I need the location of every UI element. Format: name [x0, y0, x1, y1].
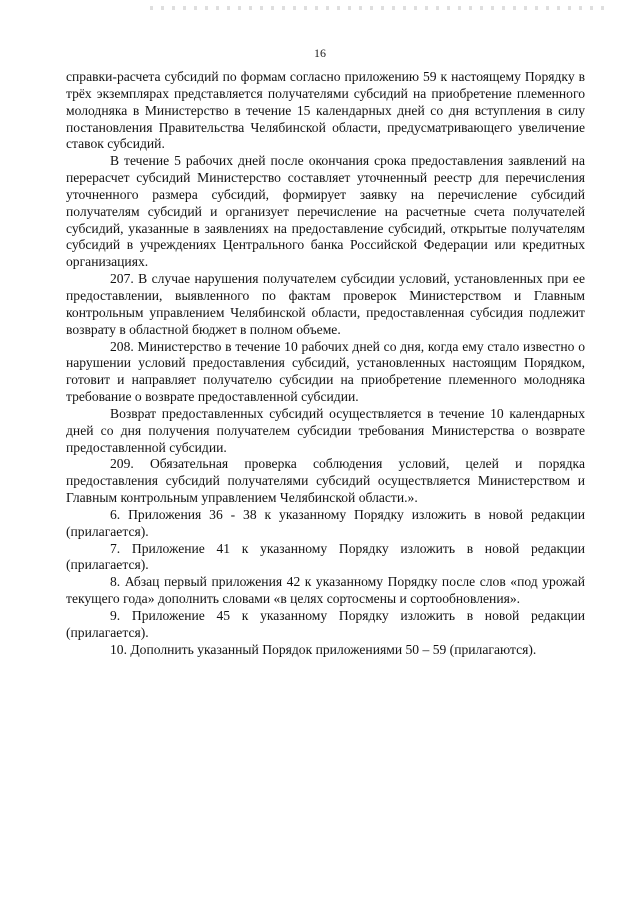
paragraph-item-9: 9. Приложение 45 к указанному Порядку изложить в новой редакции (прилагается).: [66, 608, 585, 640]
paragraph-item-6: 6. Приложения 36 - 38 к указанному Порядку изложить в новой редакции (прилагается).: [66, 506, 585, 539]
paragraph-refund: Возврат предоставленных субсидий осуществляется в течение 10 календарных дней со дня получения получателем субсидии требования Министерства о возврате предоставленной субсидии.: [66, 405, 585, 455]
paragraph-recalculation: В течение 5 рабочих дней после окончания срока предоставления заявлений на перерасчет субсидий Министерство составляет уточненный реестр для перечисления уточненного размера субсидий, формирует заявку на перечисление субсидий получателям субсидий и организует перечисление на расчетные счета получателей субсидий, указанные в заявлениях на предоставление субсидий, открытые получателям субсидий в учреждениях Центрального банка Российской Федерации или кредитных организациях.: [66, 153, 585, 270]
paragraph-item-10: 10. Дополнить указанный Порядок приложениями 50 – 59 (прилагаются).: [110, 641, 537, 657]
paragraph-209: 209. Обязательная проверка соблюдения условий, целей и порядка предоставления субсидий получателями субсидий осуществляется Министерством и Главным контрольным управлением Челябинской области.».: [66, 456, 585, 506]
paragraph-continuation: справки-расчета субсидий по формам согласно приложению 59 к настоящему Порядку в трёх экземплярах представляется получателями субсидий на приобретение племенного молодняка в Министерство в течение 15 календарных дней со дня вступления в силу постановления Правительства Челябинской области, предусматривающего увеличение ставок субсидий.: [66, 69, 585, 152]
paragraph-208: 208. Министерство в течение 10 рабочих дней со дня, когда ему стало известно о нарушении условий предоставления субсидий, установленных настоящим Порядком, готовит и направляет получателю субсидии на приобретение племенного молодняка требование о возврате предоставленной субсидии.: [66, 338, 585, 405]
scan-artifact: [150, 6, 610, 10]
paragraph-item-7: 7. Приложение 41 к указанному Порядку изложить в новой редакции (прилагается).: [66, 540, 585, 573]
paragraph-207: 207. В случае нарушения получателем субсидии условий, установленных при ее предоставлении, выявленного по фактам проверок Министерством и Главным контрольным управлением Челябинской области, предоставленная субсидия подлежит возврату в областной бюджет в полном объеме.: [66, 271, 585, 337]
paragraph-item-8: 8. Абзац первый приложения 42 к указанному Порядку после слов «под урожай текущего года» дополнить словами «в целях сортосмены и сортообновления».: [66, 574, 585, 607]
page-number: 16: [314, 46, 326, 60]
document-body: [66, 69, 585, 659]
